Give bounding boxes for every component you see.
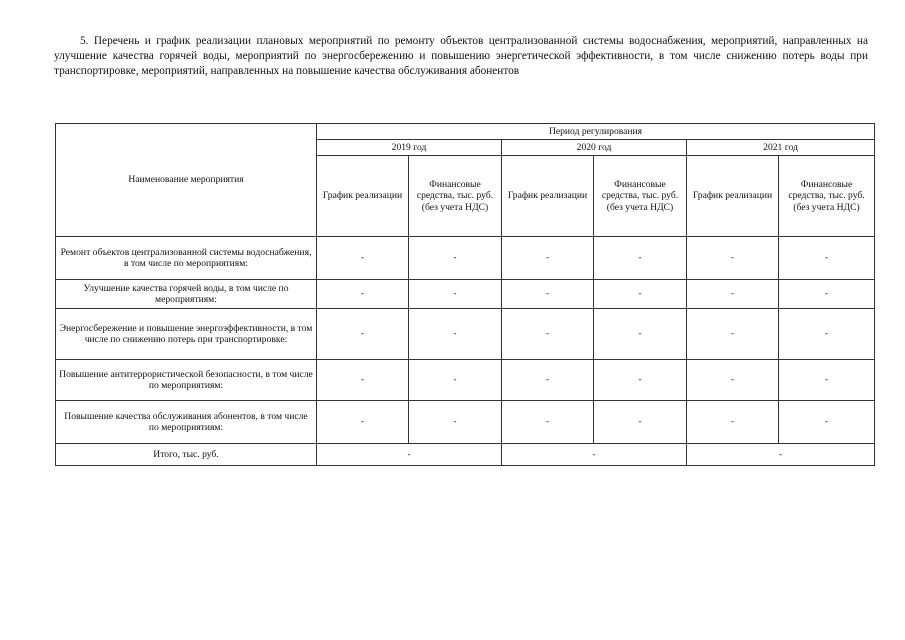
table-cell: - bbox=[409, 309, 502, 360]
funds-header: Финансовые средства, тыс. руб. (без учета НДС) bbox=[779, 156, 875, 237]
table-cell: - bbox=[502, 401, 594, 444]
table-cell: - bbox=[317, 237, 409, 280]
table-row bbox=[56, 280, 875, 309]
funds-header: Финансовые средства, тыс. руб. (без учета НДС) bbox=[594, 156, 687, 237]
activity-name: Повышение качества обслуживания абонентов, в том числе по мероприятиям: bbox=[56, 401, 317, 444]
year-header-2019: 2019 год bbox=[317, 140, 502, 156]
plan-table bbox=[55, 123, 875, 466]
table-cell: - bbox=[687, 280, 779, 309]
table-cell: - bbox=[779, 401, 875, 444]
table-cell: - bbox=[779, 237, 875, 280]
table-row bbox=[56, 237, 875, 280]
section-heading bbox=[54, 34, 868, 79]
table-cell: - bbox=[779, 280, 875, 309]
table-cell: - bbox=[317, 360, 409, 401]
section-heading-text: 5. Перечень и график реализации плановых мероприятий по ремонту объектов централизованной системы водоснабжения, мероприятий, направленных на улучшение качества горячей воды, мероприятий по энергосбережению и повышению энергетической эффективности, в том числе снижению потерь воды при транспортировке, мероприятий, направленных на повышение качества обслуживания абонентов bbox=[54, 35, 868, 77]
total-label: Итого, тыс. руб. bbox=[56, 444, 317, 466]
table-cell: - bbox=[409, 360, 502, 401]
year-header-2021: 2021 год bbox=[687, 140, 875, 156]
table-cell: - bbox=[779, 309, 875, 360]
activity-name: Повышение антитеррористической безопасности, в том числе по мероприятиям: bbox=[56, 360, 317, 401]
table-cell: - bbox=[687, 401, 779, 444]
table-cell: - bbox=[317, 280, 409, 309]
table-cell: - bbox=[502, 309, 594, 360]
table-cell: - bbox=[594, 360, 687, 401]
table-cell: - bbox=[409, 280, 502, 309]
schedule-header: График реализации bbox=[687, 156, 779, 237]
funds-header: Финансовые средства, тыс. руб. (без учета НДС) bbox=[409, 156, 502, 237]
activity-name: Энергосбережение и повышение энергоэффективности, в том числе по снижению потерь при транспортировке: bbox=[56, 309, 317, 360]
schedule-header: График реализации bbox=[502, 156, 594, 237]
table-cell: - bbox=[502, 237, 594, 280]
table-row bbox=[56, 309, 875, 360]
table-cell: - bbox=[317, 309, 409, 360]
total-cell-2021: - bbox=[687, 444, 875, 466]
table-cell: - bbox=[779, 360, 875, 401]
table-cell: - bbox=[687, 237, 779, 280]
table-cell: - bbox=[409, 401, 502, 444]
activity-name: Ремонт объектов централизованной системы водоснабжения, в том числе по мероприятиям: bbox=[56, 237, 317, 280]
total-row bbox=[56, 444, 875, 466]
table-cell: - bbox=[502, 360, 594, 401]
table-cell: - bbox=[594, 280, 687, 309]
table-cell: - bbox=[594, 237, 687, 280]
total-cell-2019: - bbox=[317, 444, 502, 466]
schedule-header: График реализации bbox=[317, 156, 409, 237]
table-row bbox=[56, 360, 875, 401]
period-header: Период регулирования bbox=[317, 124, 875, 140]
table-row bbox=[56, 401, 875, 444]
header-row-period bbox=[56, 124, 875, 140]
table-cell: - bbox=[594, 401, 687, 444]
total-cell-2020: - bbox=[502, 444, 687, 466]
table-cell: - bbox=[317, 401, 409, 444]
table-cell: - bbox=[687, 309, 779, 360]
table-cell: - bbox=[502, 280, 594, 309]
year-header-2020: 2020 год bbox=[502, 140, 687, 156]
table-cell: - bbox=[687, 360, 779, 401]
name-column-header: Наименование мероприятия bbox=[56, 124, 317, 237]
table-cell: - bbox=[409, 237, 502, 280]
table-cell: - bbox=[594, 309, 687, 360]
activity-name: Улучшение качества горячей воды, в том числе по мероприятиям: bbox=[56, 280, 317, 309]
